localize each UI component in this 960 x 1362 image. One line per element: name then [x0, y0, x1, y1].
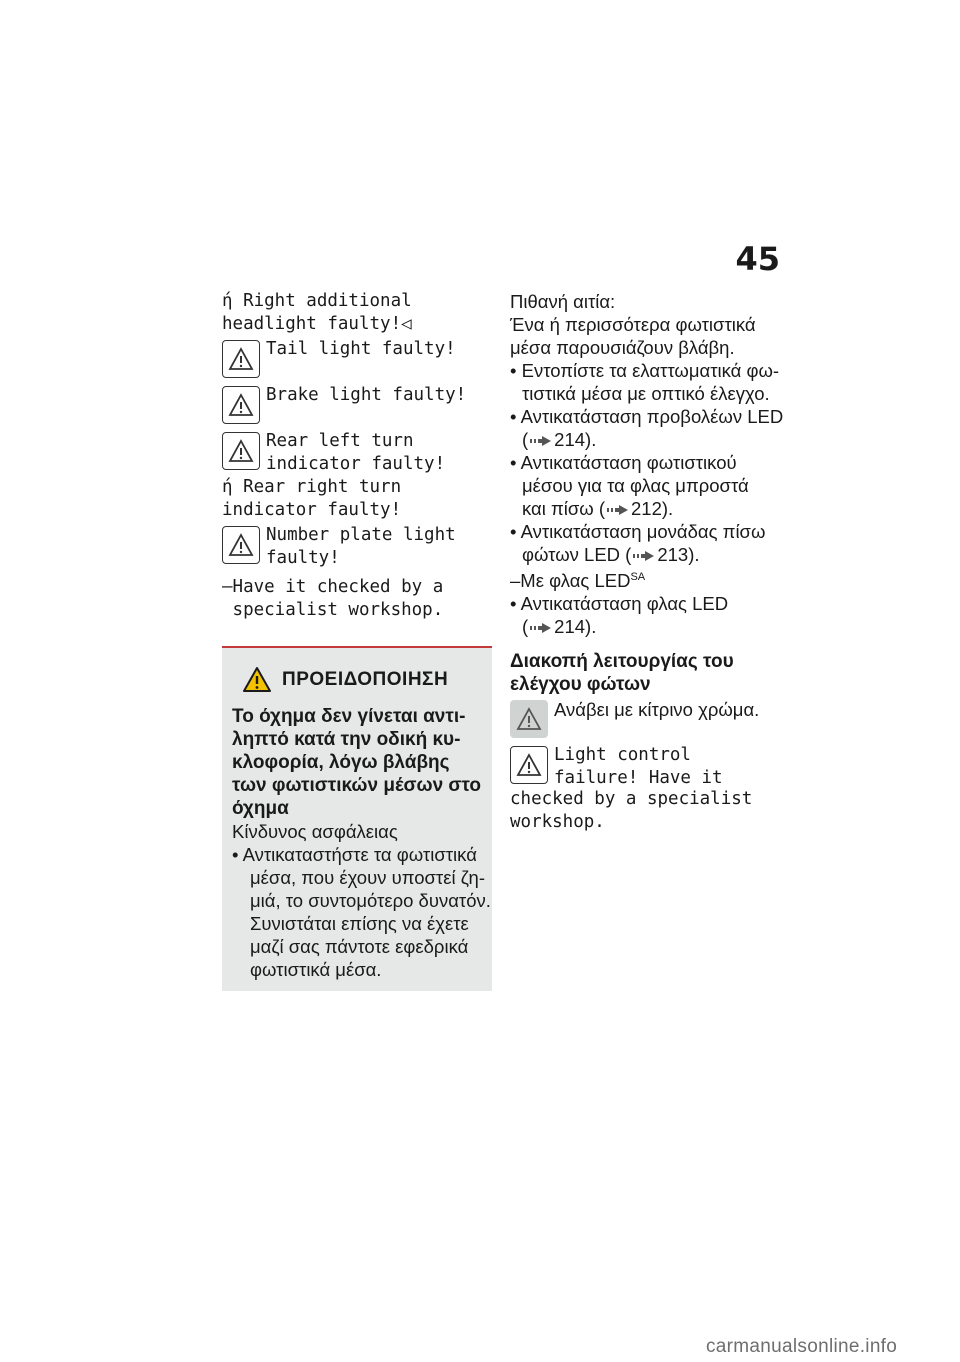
warning-triangle-icon: [222, 432, 260, 470]
continued-line-2: headlight faulty!◁: [222, 314, 412, 334]
warning-triangle-icon: [510, 746, 548, 784]
warning-bullet-line: μαζί σας πάντοτε εφεδρικά: [250, 936, 469, 957]
warning-statement: [232, 705, 482, 820]
warning-bullet-line: φωτιστικά μέσα.: [250, 959, 382, 980]
tail-light-item: [222, 338, 494, 378]
bullet-rear-unit: • Αντικατάσταση μονάδας πίσω: [510, 521, 766, 542]
headlight-ref[interactable]: ( 214).: [522, 429, 597, 450]
warning-triangle-icon: [222, 526, 260, 564]
warning-header: [242, 666, 482, 693]
led-flasher-ref[interactable]: ( 214).: [522, 616, 597, 638]
warning-bullet-line: Συνιστάται επίσης να έχετε: [250, 913, 469, 934]
bullet-locate: • Εντοπίστε τα ελαττωματικά φω-: [510, 360, 780, 381]
caution-icon: [242, 666, 272, 693]
rear-unit-ref-page: 213).: [657, 544, 700, 565]
rear-left-indicator-item: [222, 430, 494, 476]
warning-triangle-icon: [222, 340, 260, 378]
light-control-line-1: Light control: [554, 745, 691, 766]
light-control-line-2: failure! Have it: [554, 768, 723, 789]
warning-bold-line: ληπτό κατά την οδική κυ-: [232, 729, 461, 750]
warning-bullet-line: • Αντικαταστήστε τα φωτιστικά: [232, 844, 477, 865]
continued-line-1: ή Right additional: [222, 291, 412, 311]
bullet-indicator-2: μέσου για τα φλας μπροστά: [522, 475, 749, 496]
page-reference-arrow-icon: [607, 504, 629, 516]
sa-superscript: SA: [630, 571, 646, 583]
continued-message: [222, 290, 494, 336]
section-title-line-1: Διακοπή λειτουργίας του: [510, 651, 734, 673]
number-plate-item: [222, 524, 494, 570]
warning-bullet: [232, 843, 491, 981]
warning-bold-line: των φωτιστικών μέσων στο: [232, 775, 481, 796]
page-reference-arrow-icon: [633, 550, 655, 562]
warning-bold-line: Το όχημα δεν γίνεται αντι-: [232, 706, 466, 727]
led-condition-text: –Με φλας LED: [510, 570, 631, 592]
warning-triangle-filled-icon: [510, 700, 548, 738]
warning-bold-line: όχημα: [232, 798, 289, 819]
rear-right-line-1: ή Rear right turn: [222, 477, 402, 497]
light-control-continued: [510, 788, 782, 834]
headlight-ref-page: 214).: [554, 429, 597, 450]
bullet-led-flasher: • Αντικατάσταση φλας LED: [510, 593, 729, 615]
warning-bullet-line: μέσα, που έχουν υποστεί ζη-: [250, 867, 486, 888]
left-column: [222, 290, 494, 991]
rear-right-line-2: indicator faulty!: [222, 500, 402, 520]
cause-label: Πιθανή αιτία:: [510, 291, 616, 312]
warning-bold-line: κλοφορία, λόγω βλάβης: [232, 752, 450, 773]
bullet-indicator: • Αντικατάσταση φωτιστικού: [510, 452, 737, 473]
section-title-line-2: ελέγχου φώτων: [510, 674, 651, 696]
rear-unit-ref[interactable]: [510, 543, 782, 566]
bullet-locate-2: τιστικά μέσα με οπτικό έλεγχο.: [522, 383, 770, 404]
action-line-2: specialist workshop.: [222, 600, 444, 620]
cause-line-2: μέσα παρουσιάζουν βλάβη.: [510, 337, 735, 358]
indicator-ref-prefix: και πίσω (: [522, 498, 606, 519]
action-line-1: –Have it checked by a: [222, 577, 444, 597]
watermark-text: carmanualsonline.info: [706, 1336, 898, 1357]
plate-line-2: faulty!: [266, 548, 340, 568]
led-indicator-condition: [510, 566, 782, 592]
yellow-indicator-text: Ανάβει με κίτρινο χρώμα.: [554, 699, 760, 721]
light-control-line-3: checked by a specialist: [510, 789, 753, 810]
light-control-line-4: workshop.: [510, 812, 605, 833]
indicator-ref[interactable]: [510, 497, 782, 520]
brake-light-item: [222, 384, 494, 424]
cause-line-1: Ένα ή περισσότερα φωτιστικά: [510, 314, 756, 335]
tail-light-text: Tail light faulty!: [266, 339, 456, 359]
section-title: [510, 650, 782, 696]
action-instruction: [222, 576, 494, 622]
led-flasher-ref-page: 214).: [554, 616, 597, 638]
rear-left-line-1: Rear left turn: [266, 431, 414, 451]
light-control-failure-item: [510, 744, 782, 790]
brake-light-text: Brake light faulty!: [266, 385, 467, 405]
warning-triangle-icon: [222, 386, 260, 424]
page-number: 45: [735, 240, 780, 278]
indicator-ref-page: 212).: [631, 498, 674, 519]
warning-risk: Κίνδυνος ασφάλειας: [232, 821, 398, 842]
rear-right-message: [222, 476, 494, 522]
plate-line-1: Number plate light: [266, 525, 456, 545]
warning-title: ΠΡΟΕΙΔΟΠΟΙΗΣΗ: [282, 668, 449, 690]
warning-bullet-line: μιά, το συντομότερο δυνατόν.: [250, 890, 491, 911]
rear-unit-ref-prefix: φώτων LED (: [522, 544, 632, 565]
yellow-indicator-item: [510, 698, 782, 738]
right-column: [510, 290, 782, 834]
rear-left-line-2: indicator faulty!: [266, 454, 446, 474]
page-reference-arrow-icon: [530, 435, 552, 447]
page-reference-arrow-icon: [530, 622, 552, 634]
bullet-headlight: • Αντικατάσταση προβολέων LED: [510, 406, 784, 427]
warning-box: [222, 646, 492, 991]
